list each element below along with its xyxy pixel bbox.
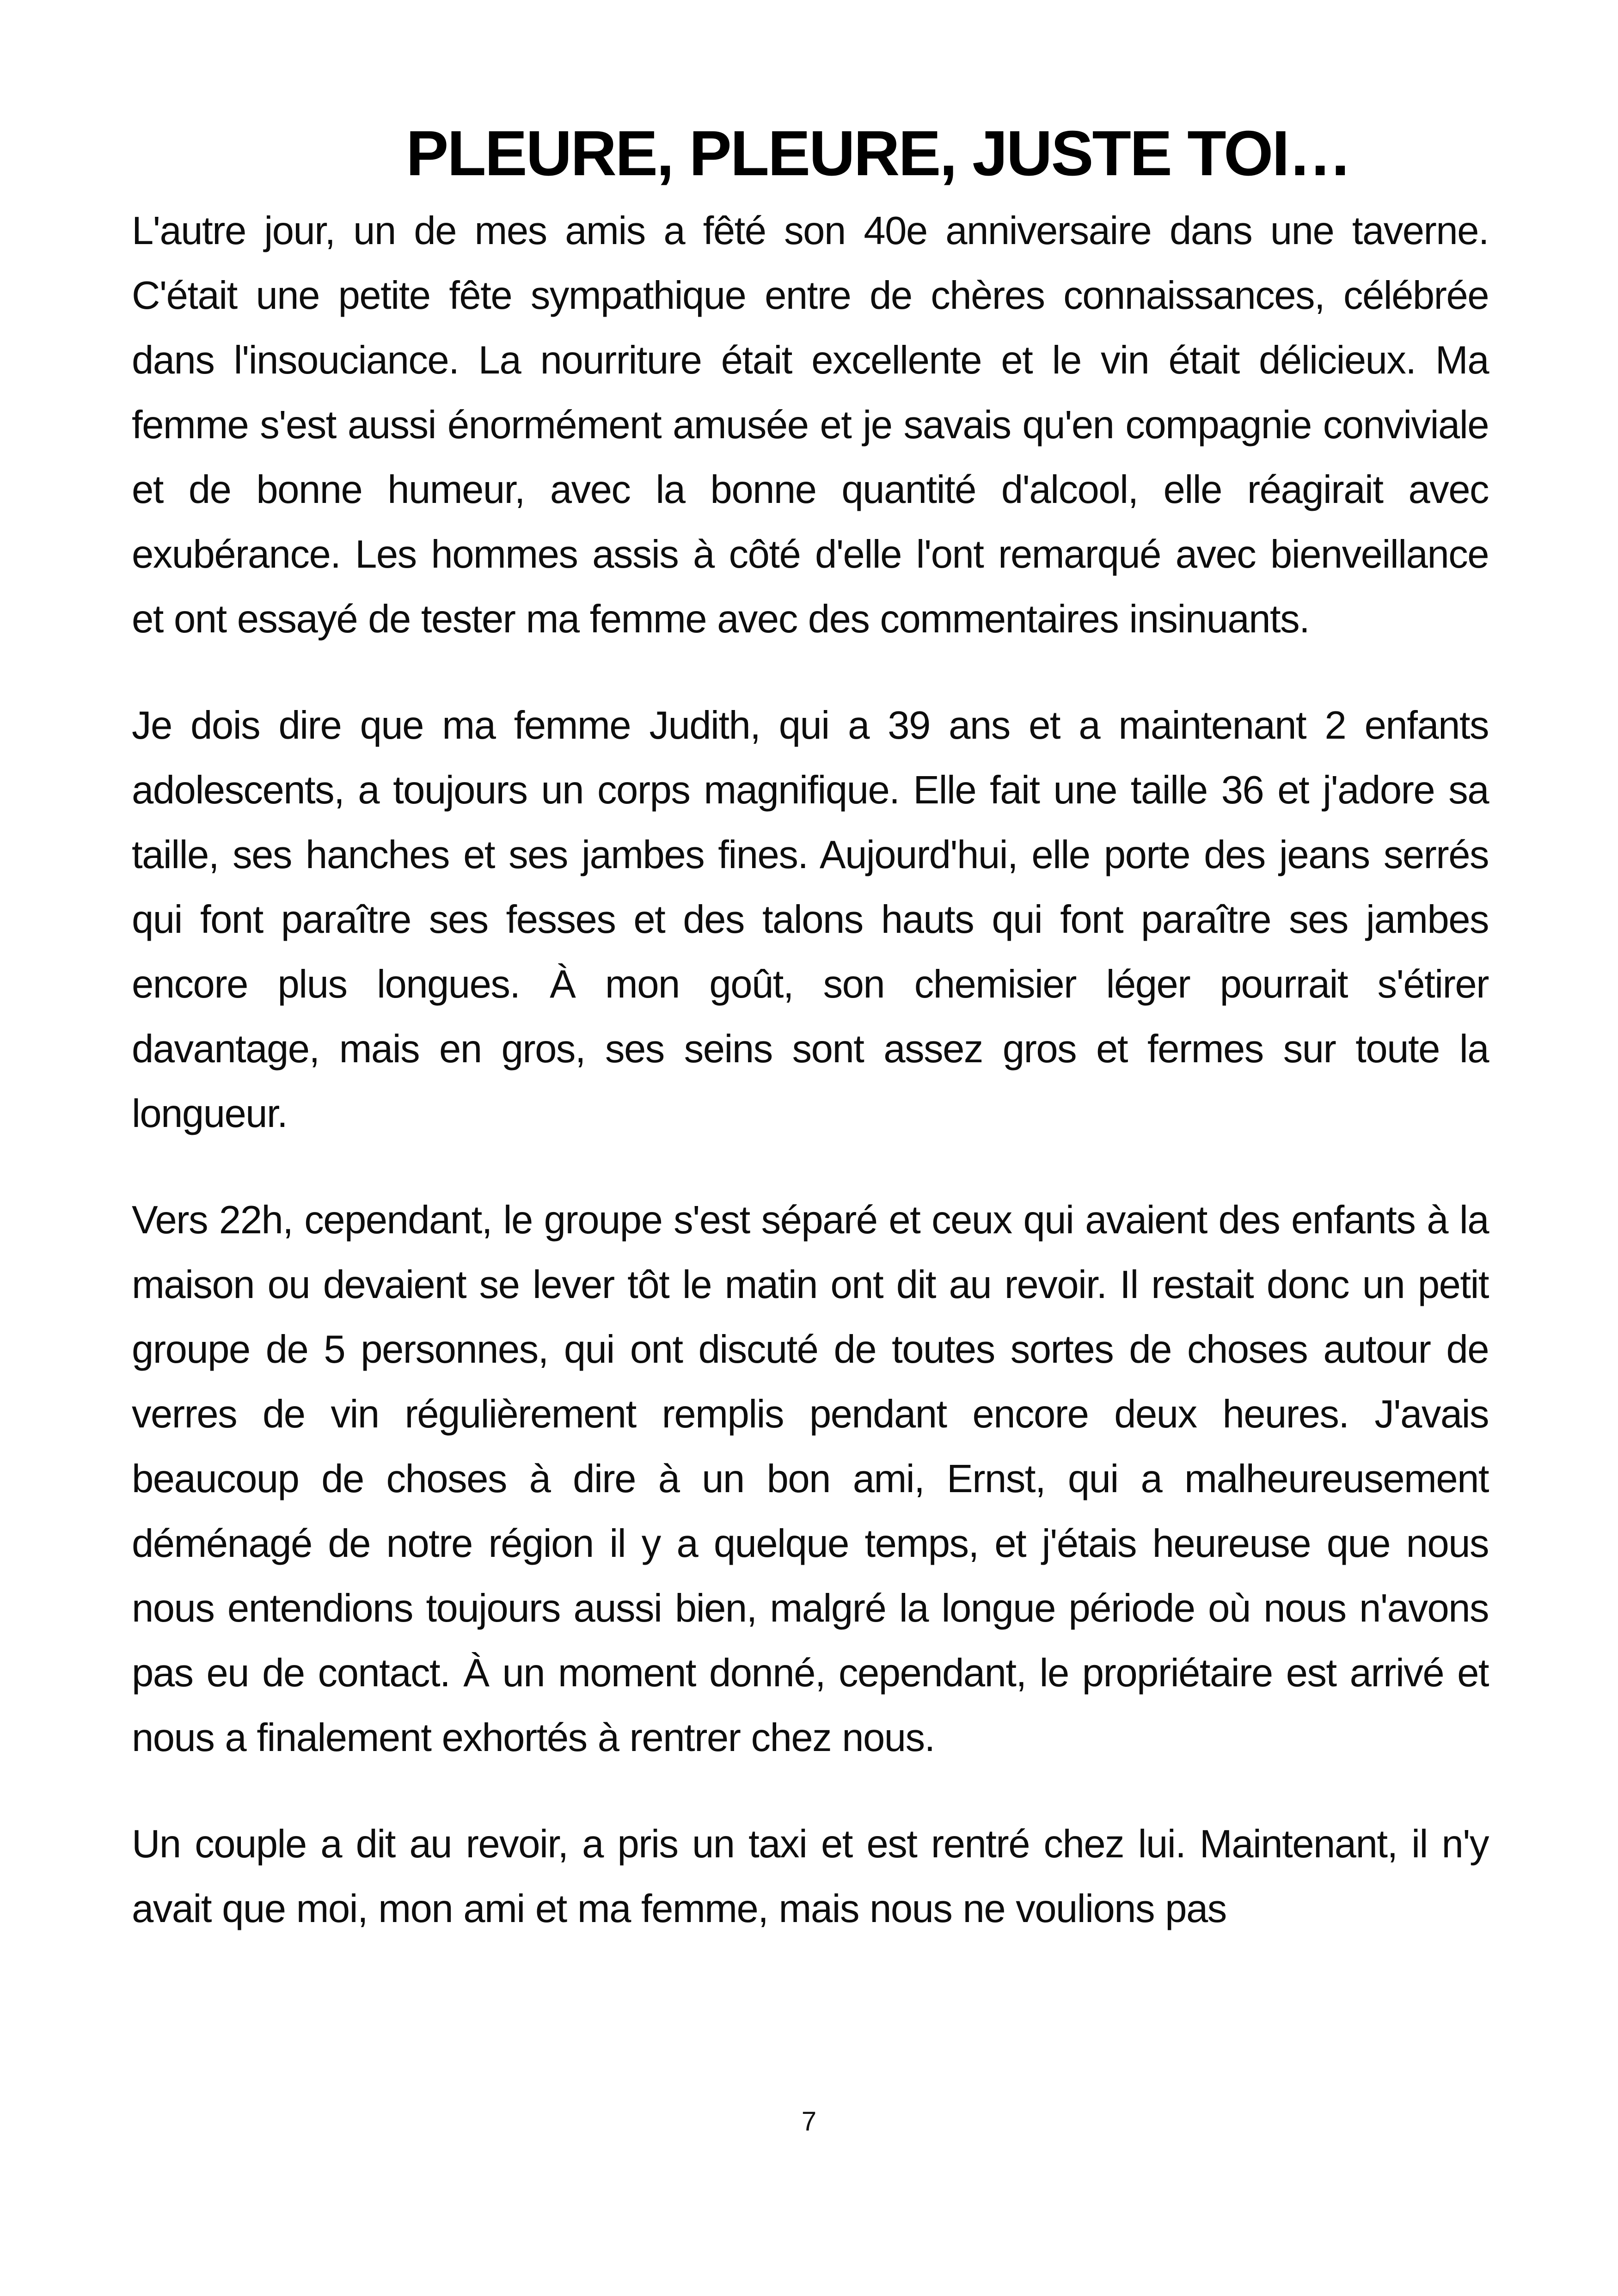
body-text: [132, 199, 1489, 1983]
paragraph-2: Je dois dire que ma femme Judith, qui a 39 ans et a maintenant 2 enfants adolescents, a toujours un corps magnifique. Elle fait une taille 36 et j'adore sa taille, ses hanches et ses jambes fines. Aujourd'hui, elle porte des jeans serrés qui font paraître ses fesses et des talons hauts qui font paraître ses jambes encore plus longues. À mon goût, son chemisier léger pourrait s'étirer davantage, mais en gros, ses seins sont assez gros et fermes sur toute la longueur.: [132, 704, 1489, 1136]
paragraph-4: Un couple a dit au revoir, a pris un taxi et est rentré chez lui. Maintenant, il n'y avait que moi, mon ami et ma femme, mais nous ne voulions pas: [132, 1822, 1489, 1931]
page-number: 7: [801, 2106, 817, 2137]
page-title: PLEURE, PLEURE, JUSTE TOI…: [406, 118, 1351, 190]
paragraph-1: L'autre jour, un de mes amis a fêté son 40e anniversaire dans une taverne. C'était une petite fête sympathique entre de chères connaissances, célébrée dans l'insouciance. La nourriture était excellente et le vin était délicieux. Ma femme s'est aussi énormément amusée et je savais qu'en compagnie conviviale et de bonne humeur, avec la bonne quantité d'alcool, elle réagirait avec exubérance. Les hommes assis à côté d'elle l'ont remarqué avec bienveillance et ont essayé de tester ma femme avec des commentaires insinuants.: [132, 209, 1489, 641]
paragraph-3: Vers 22h, cependant, le groupe s'est séparé et ceux qui avaient des enfants à la maison ou devaient se lever tôt le matin ont dit au revoir. Il restait donc un petit groupe de 5 personnes, qui ont discuté de toutes sortes de choses autour de verres de vin régulièrement remplis pendant encore deux heures. J'avais beaucoup de choses à dire à un bon ami, Ernst, qui a malheureusement déménagé de notre région il y a quelque temps, et j'étais heureuse que nous nous entendions toujours aussi bien, malgré la longue période où nous n'avons pas eu de contact. À un moment donné, cependant, le propriétaire est arrivé et nous a finalement exhortés à rentrer chez nous.: [132, 1198, 1489, 1760]
